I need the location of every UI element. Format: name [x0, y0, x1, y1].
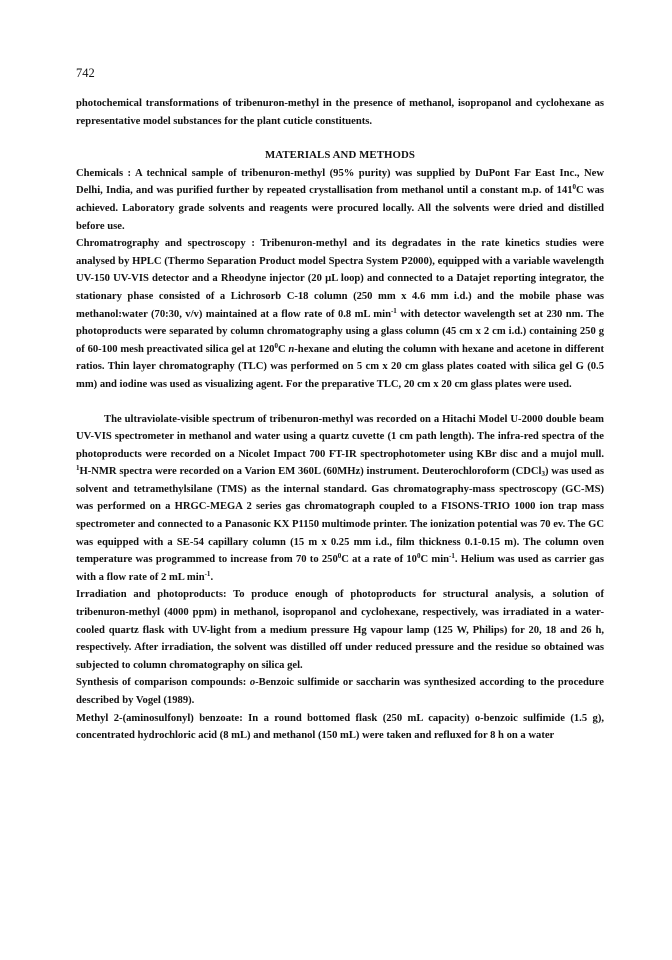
- chemicals-paragraph: [76, 165, 604, 235]
- chemicals-text: : A technical sample of tribenuron-methyl (95% purity) was supplied by DuPont Far East Inc., New Delhi, India, and was purified further by repeated crystallisation from methanol until a constant m.p. of 141: [76, 167, 604, 197]
- article-body: [76, 95, 604, 745]
- chromatography-text: C: [277, 343, 289, 355]
- chromatography-text: -hexane and eluting the column with hexane and acetone in different ratios. Thin layer chromatography (TLC) was performed on 5 cm x 20 cm glass plates coated with silica gel G (0.5 mm) and iodine was used as visualizing agent. For the preparative TLC, 20 cm x 20 cm glass plates were used.: [76, 343, 604, 390]
- irradiation-text: : To produce enough of photoproducts for structural analysis, a solution of tribenuron-methyl (4000 ppm) in methanol, isopropanol and cyclohexane, respectively, was irradiated in a water-cooled quartz flask with UV-light from a medium pressure Hg vapour lamp (125 W, Philips) for 20, 18 and 26 h, respectively. After irradiation, the solvent was distilled off under reduced pressure and the residue so obtained was subjected to column chromatography on silica gel.: [76, 589, 604, 671]
- superscript: 0: [274, 341, 278, 350]
- spectra-text: ) was used as solvent and tetramethylsilane (TMS) as the internal standard. Gas chromatography-mass spectroscopy (GC-MS) was performed on a HRGC-MEGA 2 series gas chromatograph coupled to a FISONS-TRIO 1000 ion trap mass spectrometer and connected to a Panasonic KX P1150 multimode printer. The ionization potential was 70 ev. The GC was equipped with a SE-54 capillary column (15 m x 0.25 mm i.d., film thickness 0.1-0.15 m). The column oven temperature was programmed to increase from 70 to 250: [76, 466, 604, 566]
- spectra-text: C min: [420, 554, 450, 566]
- spectra-text: . Helium was used as carrier gas with a flow rate of 2 mL min: [76, 554, 604, 583]
- synthesis-text: :: [242, 677, 250, 689]
- spectra-text: C at a rate of 10: [341, 554, 417, 566]
- superscript: -1: [204, 569, 211, 578]
- superscript: 0: [337, 552, 342, 561]
- subscript: 3: [541, 470, 545, 479]
- chemicals-lead: Chemicals: [76, 167, 124, 179]
- irradiation-paragraph: [76, 586, 604, 674]
- chemicals-text: C was achieved. Laboratory grade solvents and reagents were procured locally. All the solvents were dried and distilled before use.: [76, 185, 604, 232]
- superscript: 0: [416, 552, 421, 561]
- synthesis-text: -Benzoic sulfimide or saccharin was synthesized according to the procedure described by Vogel (1989).: [76, 677, 604, 706]
- superscript: -1: [449, 552, 455, 561]
- intro-paragraph: [76, 95, 604, 130]
- chromatography-paragraph: [76, 235, 604, 393]
- chromatography-lead: Chromatrography and spectroscopy: [76, 238, 246, 250]
- italic-text: n: [288, 343, 295, 355]
- spectra-text: H-NMR spectra were recorded on a Varion EM 360L (60MHz) instrument. Deuterochloroform (CDCl: [79, 466, 542, 478]
- synthesis-paragraph: [76, 674, 604, 709]
- synthesis-lead: Synthesis of comparison compounds: [76, 677, 243, 689]
- superscript: -1: [390, 306, 397, 315]
- superscript: 0: [572, 183, 577, 192]
- chromatography-text: : Tribenuron-methyl and its degradates in the rate kinetics studies were analysed by HPLC (Thermo Separation Product model Spectra System P2000), equipped with a variable wavelength UV-150 UV-VIS detector and a Rheodyne injector (20 µL loop) and connected to a Datajet reporting integrator, the stationary phase consisted of a Lichrosorb C-18 column (250 mm x 4.6 mm i.d.) and the mobile phase was methanol:water (70:30, v/v) maintained at a flow rate of 0.8 mL min: [76, 238, 604, 320]
- spectra-text: .: [210, 571, 214, 583]
- methyl-paragraph: [76, 710, 604, 745]
- irradiation-lead: Irradiation and photoproducts: [76, 589, 223, 601]
- methyl-text: : In a round bottomed flask (250 mL capacity) o-benzoic sulfimide (1.5 g), concentrated hydrochloric acid (8 mL) and methanol (150 mL) were taken and refluxed for 8 h on a water: [76, 712, 605, 742]
- spectra-paragraph: [76, 411, 604, 587]
- chromatography-text: with detector wavelength set at 230 nm. The photoproducts were separated by column chromatography using a glass column (45 cm x 2 cm i.d.) containing 250 g of 60-100 mesh preactivated silica gel at 120: [76, 308, 604, 355]
- spectra-text: The ultraviolate-visible spectrum of tribenuron-methyl was recorded on a Hitachi Model U-2000 double beam UV-VIS spectrometer in methanol and water using a quartz cuvette (1 cm path length). The infra-red spectra of the photoproducts were recorded on a Nicolet Impact 700 FT-IR spectrophotometer using KBr disc and a mujol mull.: [76, 413, 604, 460]
- methyl-lead: Methyl 2-(aminosulfonyl) benzoate: [76, 712, 240, 724]
- italic-text: o: [249, 677, 256, 689]
- intro-text: photochemical transformations of tribenuron-methyl in the presence of methanol, isopropanol and cyclohexane as representative model substances for the plant cuticle constituents.: [76, 98, 604, 127]
- page-number: 742: [76, 66, 95, 80]
- superscript: 1: [76, 464, 80, 473]
- section-heading: MATERIALS AND METHODS: [264, 149, 416, 162]
